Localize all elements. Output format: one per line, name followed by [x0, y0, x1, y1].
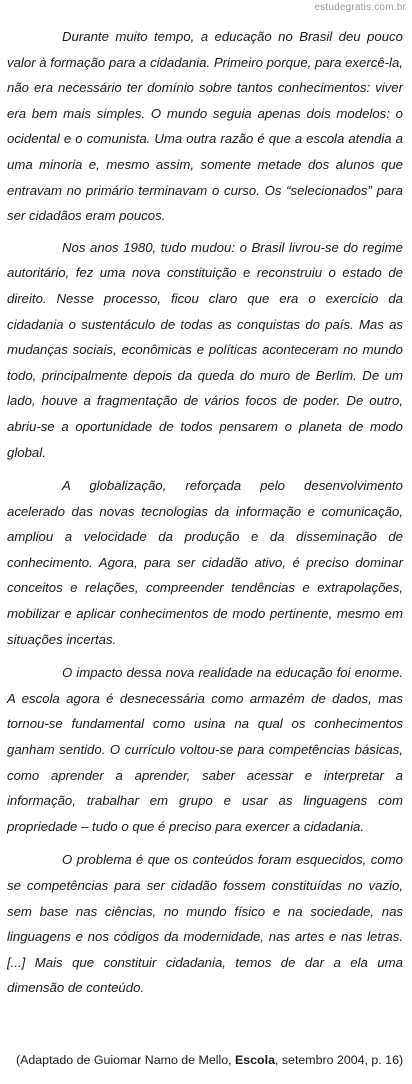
site-watermark: estudegratis.com.br [314, 2, 406, 13]
article-body [7, 24, 403, 1009]
source-suffix: , setembro 2004, p. 16) [274, 1053, 404, 1067]
paragraph-1: Durante muito tempo, a educação no Brasil deu pouco valor à formação para a cidadania. Primeiro porque, para exercê-la, não era necessário ter domínio sobre tantos conhecimentos: viver era bem mais simples. O mundo seguia apenas dois modelos: o ocidental e o comunista. Uma outra razão é que a escola atendia a uma minoria e, mesmo assim, somente metade dos alunos que entravam no primário terminavam o curso. Os “selecionados” para ser cidadãos eram poucos. [7, 29, 403, 224]
paragraph-3: A globalização, reforçada pelo desenvolvimento acelerado das novas tecnologias da informação e comunicação, ampliou a velocidade da produção e da disseminação de conhecimento. Agora, para ser cidadão ativo, é preciso dominar conceitos e relações, compreender tendências e extrapolações, mobilizar e aplicar conhecimentos de modo pertinente, mesmo em situações incertas. [7, 478, 403, 647]
source-publication: Escola [235, 1053, 275, 1067]
paragraph-4: O impacto dessa nova realidade na educação foi enorme. A escola agora é desnecessária como armazém de dados, mas tornou-se fundamental como usina na qual os conhecimentos ganham sentido. O currículo voltou-se para competências básicas, como aprender a aprender, saber acessar e interpretar a informação, trabalhar em grupo e usar as linguagens com propriedade – tudo o que é preciso para exercer a cidadania. [7, 665, 403, 834]
paragraph-5: O problema é que os conteúdos foram esquecidos, como se competências para ser cidadão fossem constituídas no vazio, sem base nas ciências, no mundo físico e na sociedade, nas linguagens e nos códigos da modernidade, nas artes e nas letras. [...] Mais que constituir cidadania, temos de dar a ela uma dimensão de conteúdo. [7, 852, 403, 996]
source-citation [16, 1052, 406, 1068]
paragraph-2: Nos anos 1980, tudo mudou: o Brasil livrou-se do regime autoritário, fez uma nova constituição e reconstruiu o estado de direito. Nesse processo, ficou claro que era o exercício da cidadania o sustentáculo de todas as conquistas do país. Mas as mudanças sociais, econômicas e políticas aconteceram no mundo todo, principalmente depois da queda do muro de Berlim. De um lado, houve a fragmentação de vários focos de poder. De outro, abriu-se a oportunidade de todos pensarem o planeta de modo global. [7, 239, 403, 460]
source-prefix: (Adaptado de Guiomar Namo de Mello, [16, 1053, 236, 1067]
